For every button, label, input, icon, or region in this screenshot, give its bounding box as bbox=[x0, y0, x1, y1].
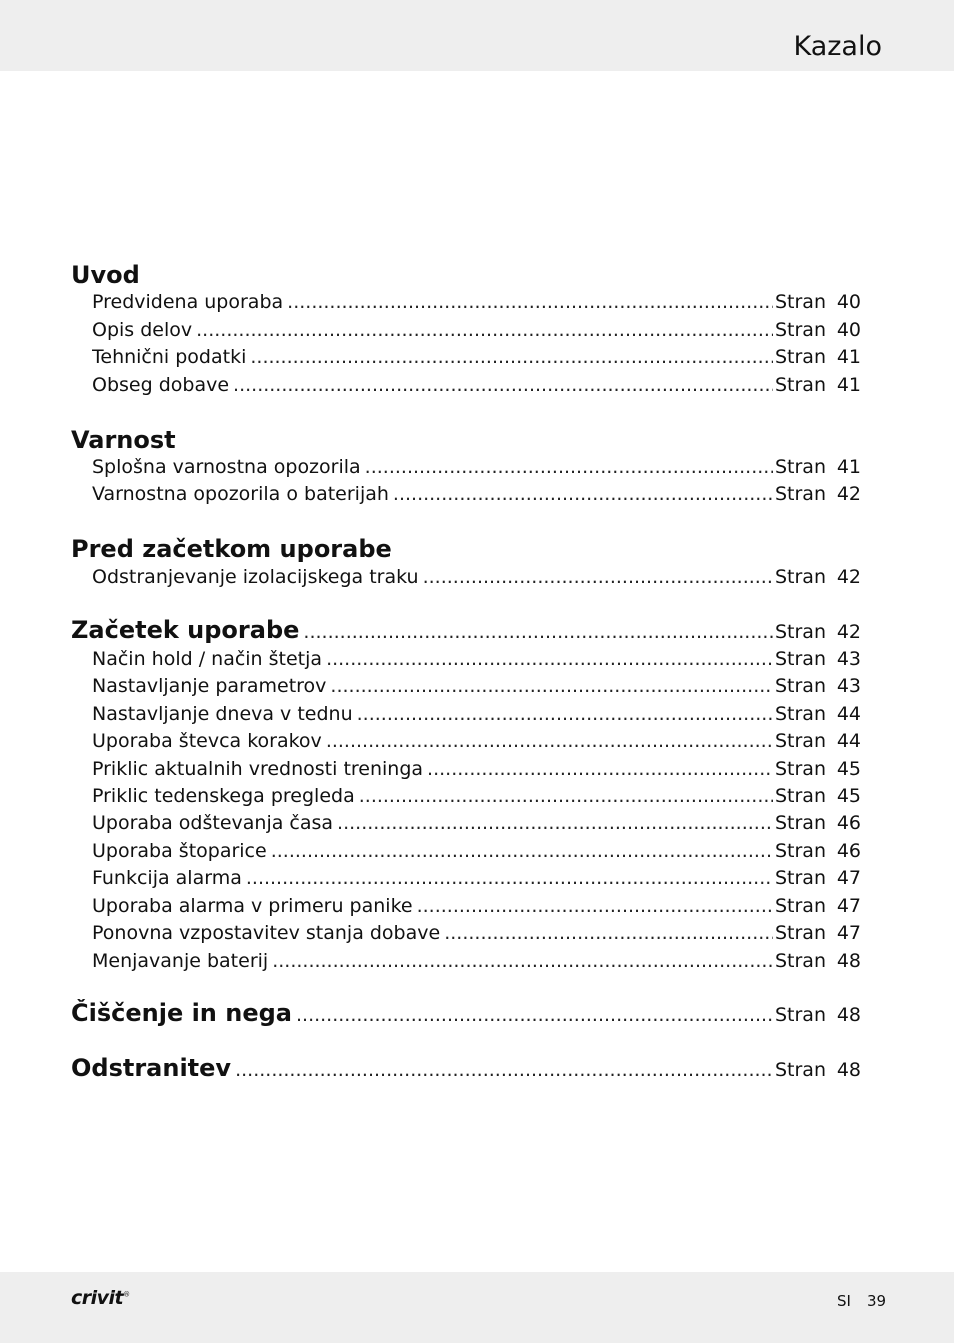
toc-entry-label: Tehnični podatki bbox=[92, 346, 247, 368]
toc-entry-page: 47 bbox=[836, 922, 861, 944]
toc-entry[interactable] bbox=[92, 895, 861, 921]
brand-name: crivit bbox=[71, 1287, 124, 1309]
toc-entry-page: 46 bbox=[836, 812, 861, 834]
toc-entry[interactable] bbox=[92, 319, 861, 345]
toc-entry[interactable] bbox=[92, 703, 861, 729]
toc-entry-label: Nastavljanje parametrov bbox=[92, 675, 327, 697]
footer-band bbox=[0, 1272, 954, 1343]
toc-entry[interactable] bbox=[92, 950, 861, 976]
page-word: Stran bbox=[774, 291, 826, 313]
toc-entry[interactable] bbox=[92, 785, 861, 811]
page-word: Stran bbox=[774, 319, 826, 341]
dot-leader bbox=[246, 867, 773, 889]
page-word: Stran bbox=[774, 785, 826, 807]
page-word: Stran bbox=[774, 730, 826, 752]
toc-entry-page: 48 bbox=[836, 1059, 861, 1081]
toc-entry[interactable] bbox=[92, 346, 861, 372]
toc-entry-page: 44 bbox=[836, 703, 861, 725]
toc-heading-entry[interactable] bbox=[71, 999, 861, 1031]
dot-leader bbox=[427, 758, 773, 780]
toc-entry-page: 41 bbox=[836, 456, 861, 478]
dot-leader bbox=[357, 703, 773, 725]
toc-entry-label: Uporaba alarma v primeru panike bbox=[92, 895, 413, 917]
section-heading-uvod: Uvod bbox=[71, 261, 140, 289]
toc-entry[interactable] bbox=[92, 374, 861, 400]
page-word: Stran bbox=[774, 621, 826, 643]
toc-entry-label: Menjavanje baterij bbox=[92, 950, 269, 972]
toc-entry-page: 42 bbox=[836, 566, 861, 588]
page-word: Stran bbox=[774, 922, 826, 944]
page-word: Stran bbox=[774, 895, 826, 917]
dot-leader bbox=[359, 785, 773, 807]
dot-leader bbox=[393, 483, 773, 505]
dot-leader bbox=[287, 291, 773, 313]
toc-heading-entry[interactable] bbox=[71, 616, 861, 648]
toc-entry-label: Ponovna vzpostavitev stanja dobave bbox=[92, 922, 441, 944]
toc-entry-page: 45 bbox=[836, 758, 861, 780]
toc-entry-page: 40 bbox=[836, 291, 861, 313]
toc-entry-page: 40 bbox=[836, 319, 861, 341]
dot-leader bbox=[250, 346, 773, 368]
toc-entry[interactable] bbox=[92, 483, 861, 509]
toc-entry[interactable] bbox=[92, 675, 861, 701]
page-word: Stran bbox=[774, 812, 826, 834]
toc-entry-page: 41 bbox=[836, 346, 861, 368]
page-word: Stran bbox=[774, 758, 826, 780]
toc-entry-label: Obseg dobave bbox=[92, 374, 230, 396]
toc-entry-label: Varnostna opozorila o baterijah bbox=[92, 483, 389, 505]
toc-entry-page: 45 bbox=[836, 785, 861, 807]
registered-mark: ® bbox=[123, 1290, 130, 1299]
section-heading-zacetek-uporabe: Začetek uporabe bbox=[71, 616, 300, 644]
toc-entry-label: Odstranjevanje izolacijskega traku bbox=[92, 566, 419, 588]
page-word: Stran bbox=[774, 1004, 826, 1026]
page-word: Stran bbox=[774, 840, 826, 862]
toc-entry-label: Uporaba števca korakov bbox=[92, 730, 322, 752]
page-word: Stran bbox=[774, 867, 826, 889]
toc-entry-page: 41 bbox=[836, 374, 861, 396]
section-heading-odstranitev: Odstranitev bbox=[71, 1054, 232, 1082]
dot-leader bbox=[233, 374, 773, 396]
section-heading-pred-zacetkom-uporabe: Pred začetkom uporabe bbox=[71, 535, 392, 563]
page-word: Stran bbox=[774, 648, 826, 670]
toc-entry-label: Način hold / način štetja bbox=[92, 648, 323, 670]
toc-entry[interactable] bbox=[92, 867, 861, 893]
crivit-logo bbox=[71, 1287, 130, 1309]
toc-entry-page: 43 bbox=[836, 675, 861, 697]
toc-entry-label: Uporaba štoparice bbox=[92, 840, 267, 862]
toc-entry-label: Splošna varnostna opozorila bbox=[92, 456, 361, 478]
toc-entry[interactable] bbox=[92, 922, 861, 948]
section-heading-varnost: Varnost bbox=[71, 426, 176, 454]
toc-entry-label: Nastavljanje dneva v tednu bbox=[92, 703, 353, 725]
toc-entry[interactable] bbox=[92, 291, 861, 317]
toc-entry[interactable] bbox=[92, 456, 861, 482]
page-word: Stran bbox=[774, 374, 826, 396]
toc-entry[interactable] bbox=[92, 566, 861, 592]
dot-leader bbox=[326, 648, 773, 670]
toc-entry-page: 42 bbox=[836, 621, 861, 643]
toc-entry[interactable] bbox=[92, 812, 861, 838]
toc-entry[interactable] bbox=[92, 730, 861, 756]
section-heading-ciscenje-in-nega: Čiščenje in nega bbox=[71, 999, 292, 1027]
toc-entry-page: 48 bbox=[836, 1004, 861, 1026]
dot-leader bbox=[330, 675, 773, 697]
toc-entry-page: 47 bbox=[836, 895, 861, 917]
language-code: SI bbox=[837, 1292, 851, 1310]
dot-leader bbox=[326, 730, 773, 752]
toc-entry-label: Opis delov bbox=[92, 319, 193, 341]
page-word: Stran bbox=[774, 950, 826, 972]
toc-entry-page: 43 bbox=[836, 648, 861, 670]
dot-leader bbox=[444, 922, 773, 944]
toc-entry[interactable] bbox=[92, 840, 861, 866]
dot-leader bbox=[271, 840, 773, 862]
toc-entry-page: 42 bbox=[836, 483, 861, 505]
toc-entry[interactable] bbox=[92, 758, 861, 784]
page-title: Kazalo bbox=[793, 31, 882, 62]
toc-entry-page: 47 bbox=[836, 867, 861, 889]
page-word: Stran bbox=[774, 703, 826, 725]
toc-entry-label: Uporaba odštevanja časa bbox=[92, 812, 334, 834]
dot-leader bbox=[196, 319, 773, 341]
toc-entry-page: 48 bbox=[836, 950, 861, 972]
dot-leader bbox=[235, 1059, 773, 1081]
toc-entry-label: Funkcija alarma bbox=[92, 867, 242, 889]
dot-leader bbox=[296, 1004, 773, 1026]
dot-leader bbox=[417, 895, 773, 917]
toc-entry-page: 44 bbox=[836, 730, 861, 752]
page-word: Stran bbox=[774, 483, 826, 505]
page-word: Stran bbox=[774, 566, 826, 588]
toc-entry-label: Priklic aktualnih vrednosti treninga bbox=[92, 758, 424, 780]
page-word: Stran bbox=[774, 346, 826, 368]
page-number: 39 bbox=[867, 1292, 887, 1310]
dot-leader bbox=[423, 566, 773, 588]
dot-leader bbox=[337, 812, 773, 834]
toc-entry[interactable] bbox=[92, 648, 861, 674]
dot-leader bbox=[272, 950, 773, 972]
dot-leader bbox=[365, 456, 773, 478]
toc-entry-label: Priklic tedenskega pregleda bbox=[92, 785, 355, 807]
toc-heading-entry[interactable] bbox=[71, 1054, 861, 1086]
page-word: Stran bbox=[774, 1059, 826, 1081]
page-word: Stran bbox=[774, 456, 826, 478]
dot-leader bbox=[303, 621, 773, 643]
toc-entry-label: Predvidena uporaba bbox=[92, 291, 284, 313]
page-word: Stran bbox=[774, 675, 826, 697]
toc-entry-page: 46 bbox=[836, 840, 861, 862]
